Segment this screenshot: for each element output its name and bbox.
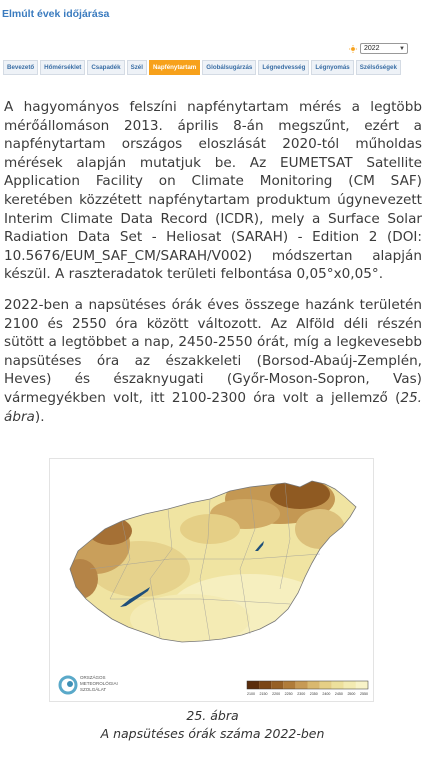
logo-line-2: METEOROLÓGIAI	[80, 681, 118, 686]
paragraph-summary	[4, 296, 422, 426]
legend-label: 2150	[259, 692, 268, 696]
year-value: 2022	[364, 45, 380, 52]
tab-bar	[3, 60, 401, 75]
legend-label: 2450	[334, 692, 343, 696]
legend-label: 2300	[297, 692, 306, 696]
legend-swatch	[308, 681, 320, 689]
tab-szelsosegek[interactable]: Szélsőségek	[356, 60, 401, 75]
summary-text: 2022-ben a napsütéses órák éves összege hazánk területén 2100 és 2550 óra között változott. Az Alföld déli részén sütött a legtöbbet a nap, 2450-2550 órát, míg a legkevesebb napsütéses óra az északkeleti (Borsod-Abaúj-Zemplén, Heves) és északnyugati (Győr-Moson-Sopron, Vas) vármegyékben volt, itt 2100-2300 óra volt a jellemző (	[4, 296, 422, 406]
tab-bevezeto[interactable]: Bevezető	[3, 60, 38, 75]
legend-label: 2200	[272, 692, 281, 696]
logo-line-3: SZOLGÁLAT	[80, 687, 107, 692]
tab-legnyomas[interactable]: Légnyomás	[311, 60, 353, 75]
tab-legnedvesseg[interactable]: Légnedvesség	[258, 60, 309, 75]
sunshine-map	[50, 459, 373, 701]
page-title: Elmúlt évek időjárása	[2, 8, 110, 20]
tab-szel[interactable]: Szél	[127, 60, 147, 75]
oms-logo	[60, 674, 118, 693]
figure-reference: 25. ábra	[4, 389, 422, 425]
map-legend	[247, 681, 368, 696]
legend-swatch	[283, 681, 295, 689]
legend-swatch	[320, 681, 332, 689]
tab-csapadek[interactable]: Csapadék	[87, 60, 124, 75]
legend-label: 2350	[309, 692, 318, 696]
chevron-down-icon: ▼	[399, 45, 405, 52]
legend-label: 2500	[347, 692, 356, 696]
legend-label: 2550	[360, 692, 368, 696]
legend-swatch	[271, 681, 283, 689]
legend-swatch	[295, 681, 307, 689]
legend-swatch	[247, 681, 259, 689]
legend-swatch	[356, 681, 368, 689]
legend-label: 2250	[284, 692, 293, 696]
figure-number: 25. ábra	[186, 708, 239, 723]
legend-label: 2400	[322, 692, 331, 696]
legend-swatch	[344, 681, 356, 689]
logo-line-1: ORSZÁGOS	[80, 675, 106, 680]
summary-end: ).	[34, 408, 45, 425]
legend-label: 2100	[247, 692, 255, 696]
year-selector[interactable]	[349, 43, 408, 54]
year-dropdown[interactable]	[360, 43, 408, 54]
legend-swatch	[332, 681, 344, 689]
tab-homerseklet[interactable]: Hőmérséklet	[40, 60, 85, 75]
sun-icon	[349, 45, 357, 53]
figure-caption: A napsütéses órák száma 2022-ben	[100, 726, 325, 741]
tab-napfenytartam[interactable]: Napfénytartam	[149, 60, 200, 75]
paragraph-intro: A hagyományos felszíni napfénytartam mérés a legtöbb mérőállomáson 2013. április 8-án megszűnt, ezért a napfénytartam országos eloszlását 2020-tól műholdas mérések alapján mutatjuk be. Az EUMETSAT Satellite Application Facility on Climate Monitoring (CM SAF) keretében közzétett napfénytartam produktum úgynevezett Interim Climate Data Record (ICDR), mely a Surface Solar Radiation Data Set - Heliosat (SARAH) - Edition 2 (DOI: 10.5676/EUM_SAF_CM/SARAH/V002) módszertan alapján készül. A raszteradatok területi felbontása 0,05°x0,05°.	[4, 99, 422, 283]
tab-globalsugarzas[interactable]: Globálsugárzás	[202, 60, 256, 75]
legend-swatch	[259, 681, 271, 689]
sunshine-map-figure	[49, 458, 374, 702]
article-body	[4, 98, 422, 438]
